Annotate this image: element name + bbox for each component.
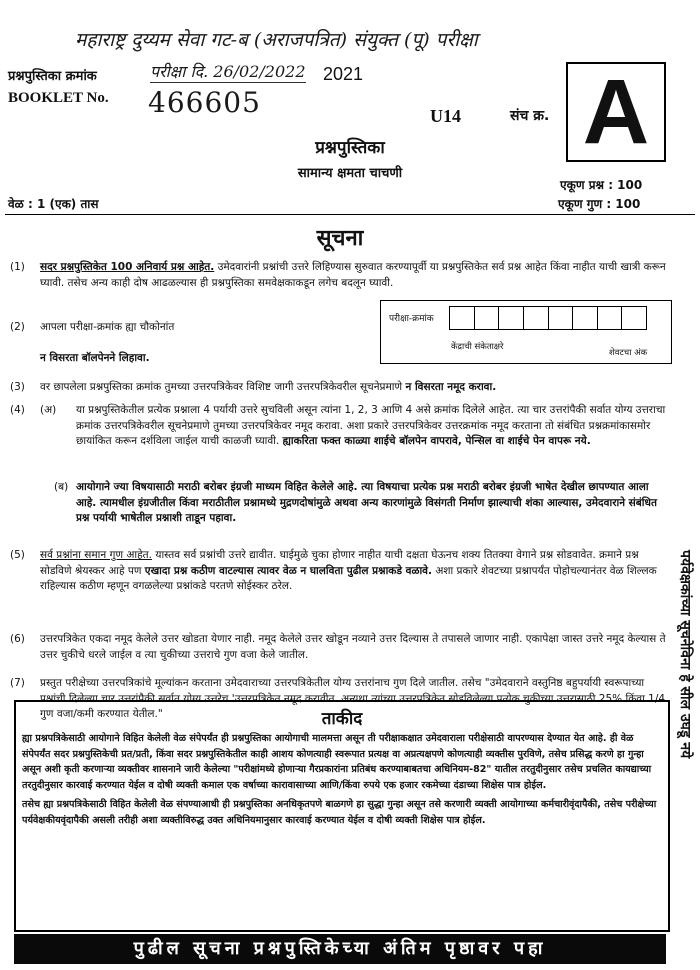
seal-side-text: पर्यवेक्षकांच्या सूचनेविना हे सील उघडू नये [677,549,693,759]
total-questions: एकूण प्रश्न : 100 [560,178,643,192]
instruction-7-text: प्रस्तुत परीक्षेच्या उत्तरपत्रिकांचे मूल्यांकन करताना उमेदवाराच्या उत्तरपत्रिकेतील योग्य उत्तरांनाच गुण दिले जातील. तसेच "उमेदवाराने वस्तुनिष्ठ बहुपर्यायी स्वरूपाच्या प्रश्नांची दिलेल्या चार उत्तरांपैकी सर्वात योग्य उत्तरेच 'उत्तरपत्रिकेत नमूद करावीत. अन्यथा त्यांच्या उत्तरपत्रिकेत सोडविलेल्या प्रत्येक चुकीच्या उत्तरासाठी 25% किंवा 1/4 गुण वजा/कमी करण्यात येतील." [40,677,666,720]
roll-box-last-label: शेवटचा अंक [609,348,648,358]
instruction-3-text: वर छापलेला प्रश्नपुस्तिका क्रमांक तुमच्या उत्तरपत्रिकेवर विशिष्ट जागी उत्तरपत्रिकेवरील सूचनेप्रमाणे [40,381,403,393]
header-divider [5,214,695,215]
roll-box-label: परीक्षा-क्रमांक [389,314,434,324]
instruction-number: (5) [10,549,25,561]
warning-para-2: तसेच ह्या प्रश्नपत्रिकेसाठी विहित केलेली वेळ संपण्याआधी ही प्रश्नपुस्तिका अनधिकृतपणे बाळगणे हा सुद्धा गुन्हा असून तसे करणारी व्यक्ती आयोगाच्या कर्मचारीवृंदापैकी, तसेच परीक्षेच्या पर्यवेक्षकीयवृंदापैकी असली तरीही अशा व्यक्तीविरुद्ध उक्त अधिनियमानुसार कारवाई करण्यात येईल व दोषी व्यक्ती शिक्षेस पात्र होईल. [22,799,657,826]
warning-heading: ताकीद [321,709,363,729]
instruction-5-emphasis: सर्व प्रश्नांना समान गुण आहेत. [40,549,153,561]
instruction-2-emphasis: न विसरता बॉलपेनने लिहावा. [40,352,150,364]
paper-code: U14 [430,106,461,126]
instruction-4a-text: या प्रश्नपुस्तिकेतील प्रत्येक प्रश्नाला 4 पर्यायी उत्तरे सुचविली असून त्यांना 1, 2, 3 आणि 4 असे क्रमांक दिलेले आहेत. त्या चार उत्तरांपैकी सर्वात योग्य उत्तराचा क्रमांक उत्तरपत्रिकेवरील सूचनेप्रमाणे तुमच्या उत्तरपत्रिकेवर नमूद करावा. अशा प्रकारे उत्तरपत्रिकेवर उत्तरक्रमांक नमूद करताना तो संबंधित प्रश्नक्रमांकासमोर छायांकित करून दर्शविला जाईल याची काळजी घ्यावी. [76,404,666,447]
roll-number-box [380,300,672,364]
sub-label-b: (ब) [54,481,69,493]
footer-banner: पुढील सूचना प्रश्नपुस्तिकेच्या अंतिम पृष्ठावर पहा [14,934,666,964]
time-duration: वेळ : 1 (एक) तास [8,197,99,211]
roll-box-center-label: केंद्राची संकेताक्षरे [451,342,504,352]
instruction-number: (3) [10,381,25,393]
instruction-4b-text: आयोगाने ज्या विषयासाठी मराठी बरोबर इंग्रजी माध्यम विहित केलेले आहे. त्या विषयाचा प्रत्येक प्रश्न मराठी बरोबर इंग्रजी भाषेत देखील छापण्यात आला आहे. त्यामधील इंग्रजीतील किंवा मराठीतील प्रश्नामध्ये मुद्रणदोषांमुळे अथवा अन्य कारणांमुळे विसंगती निर्माण झाल्याची शंका आल्यास, उमेदवाराने संबंधित प्रश्न पर्यायी भाषेतील प्रश्नाशी ताडून पहावा. [76,481,657,524]
booklet-number: 466605 [148,86,261,119]
instructions-heading: सूचना [316,226,364,251]
instruction-number: (2) [10,321,25,333]
instruction-number: (6) [10,633,25,645]
instruction-4a-emphasis: ह्याकरिता फक्त काळ्या शाईचे बॉलपेन वापरावे, पेन्सिल वा शाईचे पेन वापरू नये. [282,435,591,447]
instruction-number: (1) [10,261,25,273]
instruction-5-bold: एखादा प्रश्न कठीण वाटल्यास त्यावर वेळ न घालविता पुढील प्रश्नाकडे वळावे. [144,564,432,577]
booklet-label-en: BOOKLET No. [8,90,109,106]
warning-box [14,700,670,932]
page-subtitle: सामान्य क्षमता चाचणी [297,166,403,181]
instruction-3-emphasis: न विसरता नमूद करावा. [405,381,497,393]
handwritten-exam-date: परीक्षा दि. 26/02/2022 [150,62,306,81]
instruction-number: (7) [10,677,25,689]
roll-digit-cells [449,306,647,330]
booklet-label-mr: प्रश्नपुस्तिका क्रमांक [8,69,97,84]
instruction-6-text: उत्तरपत्रिकेत एकदा नमूद केलेले उत्तर खोडता येणार नाही. नमूद केलेले उत्तर खोडून नव्याने उत्तर दिल्यास ते तपासले जाणार नाही. एकापेक्षा जास्त उत्तरे नमूद केल्यास ते उत्तर चुकीचे धरले जाईल व त्या चुकीच्या उत्तराचे गुण वजा केले जातील. [40,633,666,661]
sub-label-a: (अ) [40,404,57,416]
set-letter: A [582,61,650,163]
total-marks: एकूण गुण : 100 [558,197,641,211]
warning-para-1: ह्या प्रश्नपत्रिकेसाठी आयोगाने विहित केलेली वेळ संपेपर्यंत ही प्रश्नपुस्तिका आयोगाची मालमत्ता असून ती परीक्षाकक्षात उमेदवाराला परीक्षेसाठी वापरण्यास देण्यात येत आहे. ही वेळ संपेपर्यंत सदर प्रश्नपुस्तिकेची प्रत/प्रती, किंवा सदर प्रश्नपुस्तिकेतील काही आशय कोणत्याही स्वरूपात प्रत्यक्ष वा अप्रत्यक्षपणे कोणत्याही व्यक्तीस पुरविणे, तसेच प्रसिद्ध करणे हा गुन्हा असून अशी कृती करणाऱ्या व्यक्तीवर शासनाने जारी केलेल्या "परीक्षांमध्ये होणाऱ्या गैरप्रकारांना प्रतिबंध करण्याबाबतचा अधिनियम-82" यातील तरतुदीनुसार तसेच प्रचलित कायद्याच्या तरतुदीनुसार कारवाई करण्यात येईल व दोषी व्यक्ती कमाल एक वर्षाच्या कारावासाच्या आणि/किंवा रुपये एक हजार रकमेच्या दंडाच्या शिक्षेस पात्र होईल. [22,733,652,791]
year: 2021 [323,64,364,84]
instruction-number: (4) [10,404,25,416]
instruction-1-emphasis: सदर प्रश्नपुस्तिकेत 100 अनिवार्य प्रश्न आहेत. [40,261,215,273]
instruction-5-text: यास्तव सर्व प्रश्नांची उत्तरे द्यावीत. घाईमुळे चुका होणार नाहीत याची दक्षता घेऊनच शक्य तितक्या वेगाने प्रश्न सोडवावेत. क्रमाने प्रश्न सोडविणे श्रेयस्कर आहे पण [40,549,639,577]
instruction-1-text: उमेदवारांनी प्रश्नांची उत्तरे लिहिण्यास सुरुवात करण्यापूर्वी या प्रश्नपुस्तिकेत सर्व प्रश्न आहेत किंवा नाहीत याची खात्री करून घ्यावी. तसेच अन्य काही दोष आढळल्यास ही प्रश्नपुस्तिका समवेक्षकाकडून लगेच बदलून घ्यावी. [40,261,666,289]
instruction-2-text: आपला परीक्षा-क्रमांक ह्या चौकोनांत [40,321,175,333]
handwritten-exam-title: महाराष्ट्र दुय्यम सेवा गट-ब (अराजपत्रित) संयुक्त (पू) परीक्षा [75,29,478,51]
page-title: प्रश्नपुस्तिका [315,138,385,158]
instruction-5-text-2: अशा प्रकारे शेवटच्या प्रश्नापर्यंत पोहोचल्यानंतर वेळ शिल्लक राहिल्यास कठीण म्हणून वगळलेल्या प्रश्नांकडे परतणे सोईस्कर ठरेल. [40,564,657,592]
set-label: संच क्र. [510,108,550,124]
